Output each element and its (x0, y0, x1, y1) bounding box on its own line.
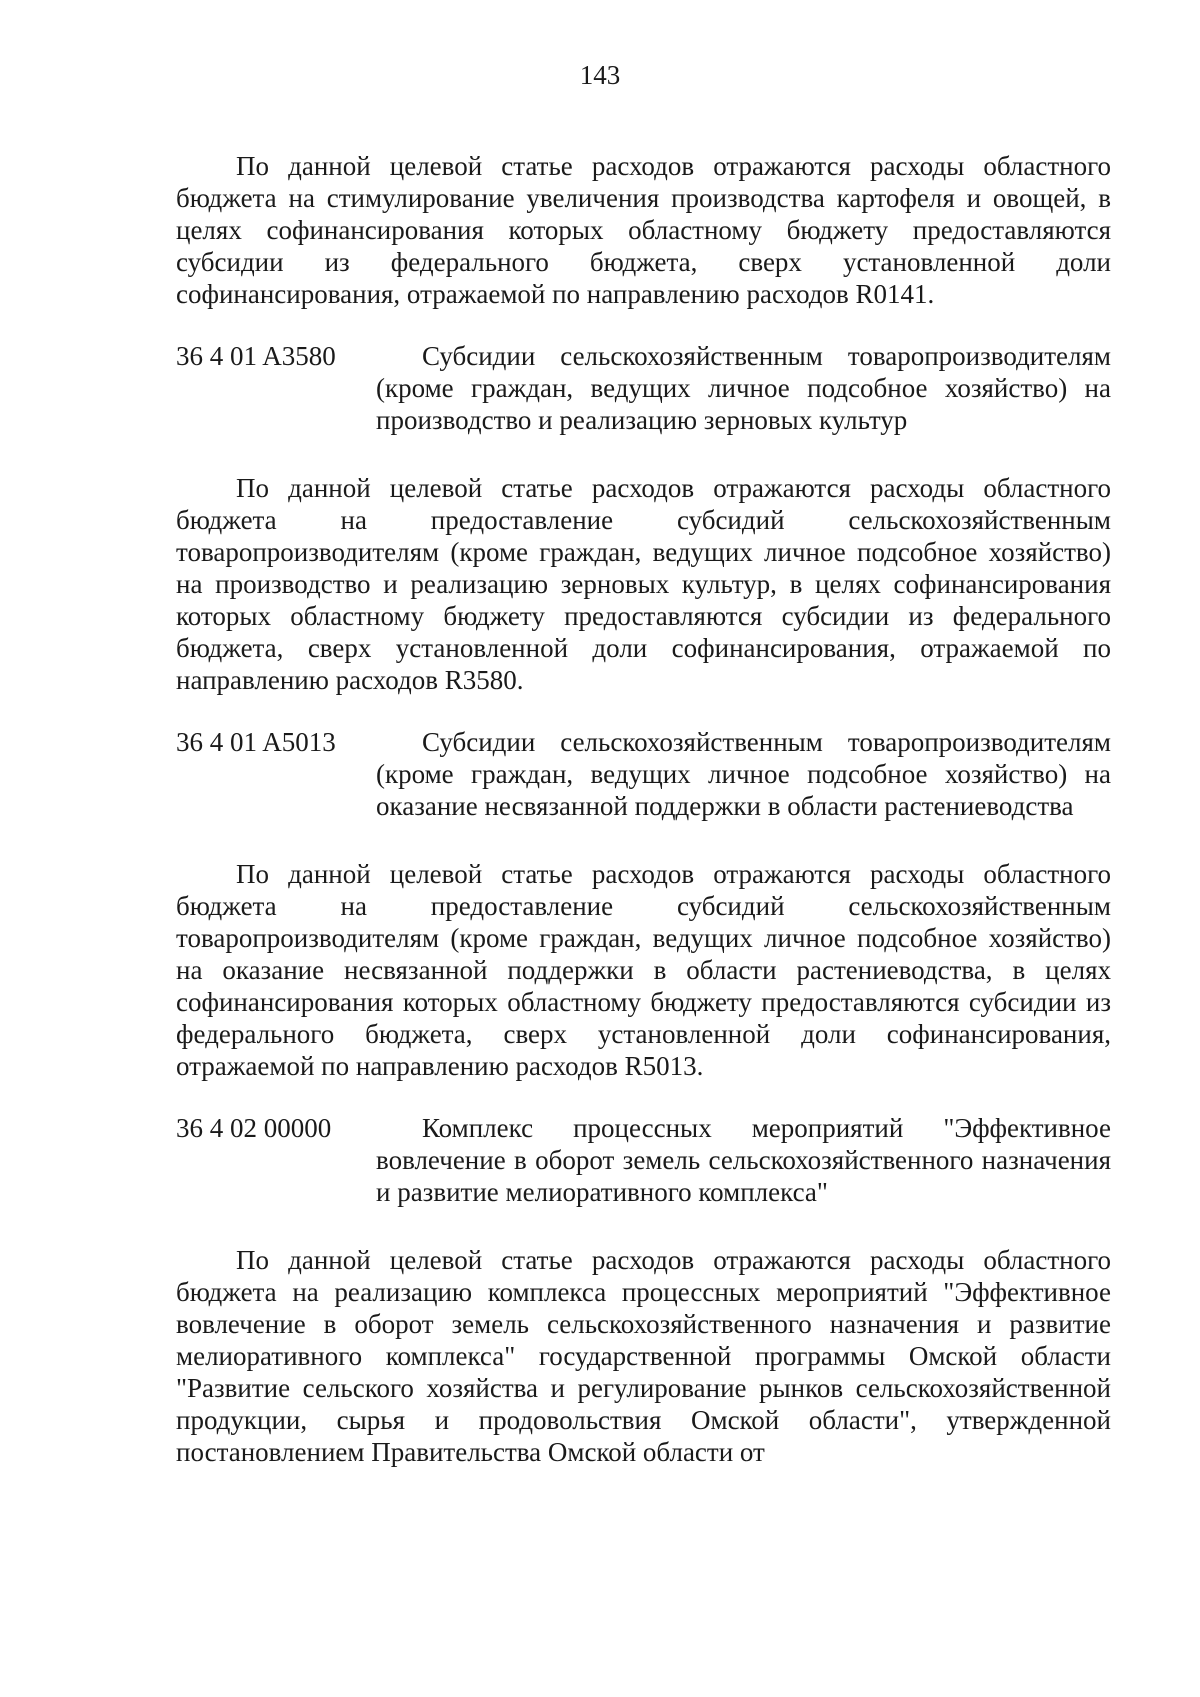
entry-code: 36 4 02 00000 (176, 1113, 332, 1143)
paragraph-r3580: По данной целевой статье расходов отражаются расходы областного бюджета на предоставление субсидий сельскохозяйственным товаропроизводителям (кроме граждан, ведущих личное подсобное хозяйство) на производство и реализацию зерновых культур, в целях софинансирования которых областному бюджету предоставляются субсидии из федерального бюджета, сверх установленной доли софинансирования, отражаемой по направлению расходов R3580. (176, 473, 1111, 695)
paragraph-r5013: По данной целевой статье расходов отражаются расходы областного бюджета на предоставление субсидий сельскохозяйственным товаропроизводителям (кроме граждан, ведущих личное подсобное хозяйство) на оказание несвязанной поддержки в области растениеводства, в целях софинансирования которых областному бюджету предоставляются субсидии из федерального бюджета, сверх установленной доли софинансирования, отражаемой по направлению расходов R5013. (176, 859, 1111, 1081)
paragraph-complex: По данной целевой статье расходов отражаются расходы областного бюджета на реализацию комплекса процессных мероприятий "Эффективное вовлечение в оборот земель сельскохозяйственного назначения и развитие мелиоративного комплекса" государственной программы Омской области "Развитие сельского хозяйства и регулирование рынков сельскохозяйственной продукции, сырья и продовольствия Омской области", утвержденной постановлением Правительства Омской области от (176, 1245, 1111, 1467)
entry-a3580 (176, 340, 1111, 436)
entry-code: 36 4 01 A3580 (176, 341, 336, 371)
paragraph-r0141: По данной целевой статье расходов отражаются расходы областного бюджета на стимулирование увеличения производства картофеля и овощей, в целях софинансирования которых областному бюджету предоставляются субсидии из федерального бюджета, сверх установленной доли софинансирования, отражаемой по направлению расходов R0141. (176, 151, 1111, 309)
entry-title: Субсидии сельскохозяйственным товаропроизводителям (кроме граждан, ведущих личное подсобное хозяйство) на оказание несвязанной поддержки в области растениеводства (376, 727, 1111, 821)
entry-title: Субсидии сельскохозяйственным товаропроизводителям (кроме граждан, ведущих личное подсобное хозяйство) на производство и реализацию зерновых культур (376, 341, 1111, 435)
document-body (176, 150, 1111, 1468)
entry-code: 36 4 01 A5013 (176, 727, 336, 757)
entry-a5013 (176, 726, 1111, 822)
entry-title: Комплекс процессных мероприятий "Эффективное вовлечение в оборот земель сельскохозяйственного назначения и развитие мелиоративного комплекса" (376, 1113, 1111, 1207)
page-number: 143 (579, 60, 621, 90)
entry-36-4-02 (176, 1112, 1111, 1208)
